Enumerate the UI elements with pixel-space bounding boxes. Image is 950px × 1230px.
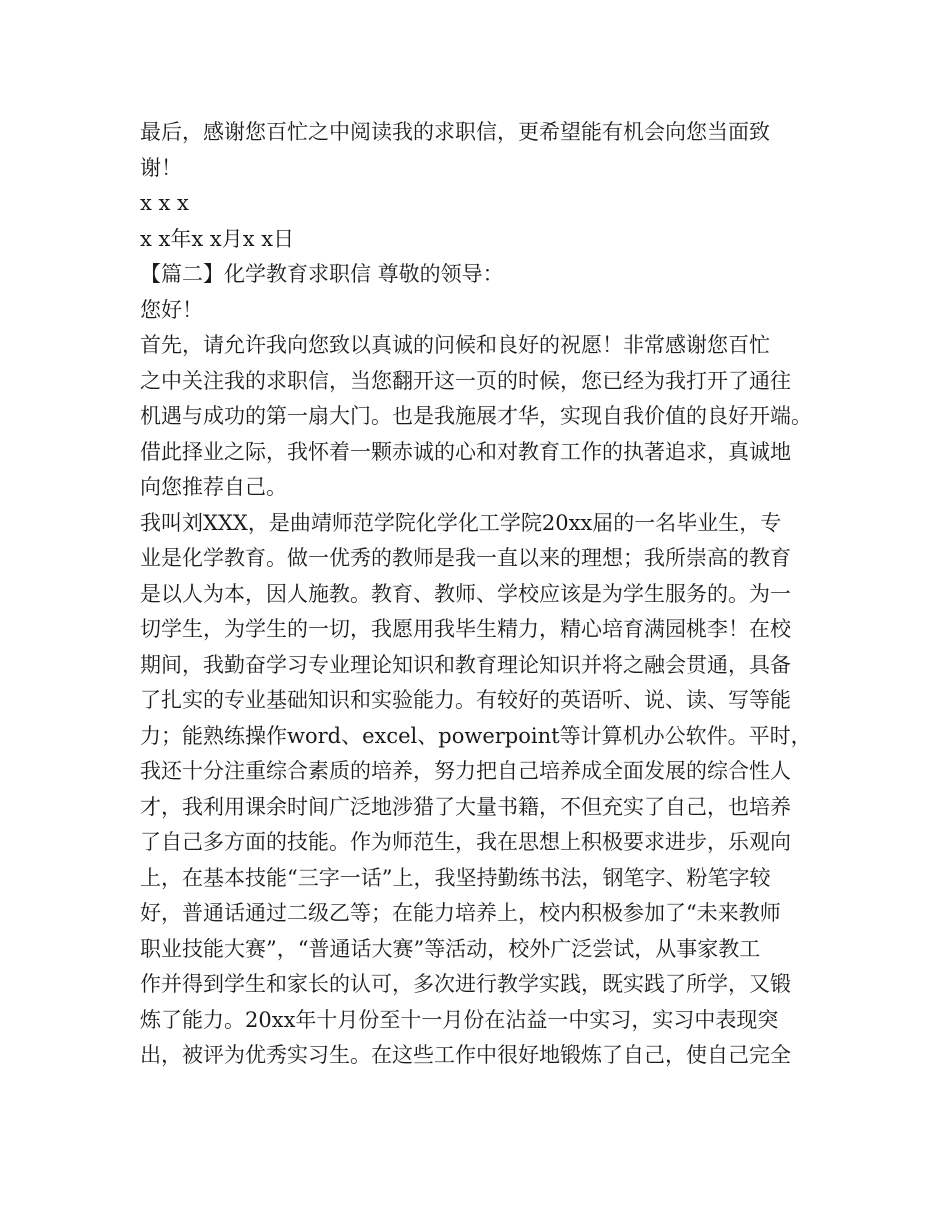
- text-line: 力；能熟练操作word、excel、powerpoint等计算机办公软件。平时，: [140, 723, 812, 748]
- document-body: [140, 115, 820, 1074]
- text-line: 才，我利用课余时间广泛地涉猎了大量书籍，不但充实了自己，也培养: [140, 794, 791, 819]
- text-line: 职业技能大赛”，“普通话大赛”等活动，校外广泛尝试，从事家教工: [140, 936, 761, 961]
- text-line: 我叫刘XXX，是曲靖师范学院化学化工学院20xx届的一名毕业生，专: [140, 510, 782, 535]
- text-line: 向您推荐自己。: [140, 475, 287, 499]
- text-line: 了扎实的专业基础知识和实验能力。有较好的英语听、说、读、写等能: [140, 688, 791, 712]
- text-line: 切学生，为学生的一切，我愿用我毕生精力，精心培育满园桃李！在校: [140, 617, 791, 641]
- text-line: 借此择业之际，我怀着一颗赤诚的心和对教育工作的执著追求，真诚地: [140, 439, 791, 464]
- text-line: x x年x x月x x日: [140, 226, 295, 251]
- section-heading: 【篇二】化学教育求职信 尊敬的领导：: [140, 262, 504, 286]
- text-line: 是以人为本，因人施教。教育、教师、学校应该是为学生服务的。为一: [140, 581, 791, 606]
- text-line: 好，普通话通过二级乙等；在能力培养上，校内积极参加了“未来教师: [140, 901, 781, 925]
- text-line: 谢！: [140, 155, 182, 180]
- text-line: 作并得到学生和家长的认可，多次进行教学实践，既实践了所学，又锻: [140, 972, 791, 996]
- text-line: 上，在基本技能“三字一话”上，我坚持勤练书法，钢笔字、粉笔字较: [140, 865, 771, 890]
- text-line: 之中关注我的求职信，当您翻开这一页的时候，您已经为我打开了通往: [140, 368, 791, 393]
- text-line: 出，被评为优秀实习生。在这些工作中很好地锻炼了自己，使自己完全: [140, 1043, 791, 1067]
- text-line: 业是化学教育。做一优秀的教师是我一直以来的理想；我所崇高的教育: [140, 546, 791, 570]
- text-line: 了自己多方面的技能。作为师范生，我在思想上积极要求进步，乐观向: [140, 830, 791, 854]
- text-line: 期间，我勤奋学习专业理论知识和教育理论知识并将之融会贯通，具备: [140, 652, 791, 677]
- text-line: 您好！: [140, 297, 203, 322]
- text-line: 我还十分注重综合素质的培养，努力把自己培养成全面发展的综合性人: [140, 759, 791, 783]
- text-line: 炼了能力。20xx年十月份至十一月份在沾益一中实习，实习中表现突: [140, 1007, 779, 1032]
- text-line: 首先，请允许我向您致以真诚的问候和良好的祝愿！非常感谢您百忙: [140, 333, 770, 357]
- text-line: 机遇与成功的第一扇大门。也是我施展才华，实现自我价值的良好开端。: [140, 404, 812, 428]
- text-line: 最后，感谢您百忙之中阅读我的求职信，更希望能有机会向您当面致: [140, 120, 770, 144]
- text-line: x x x: [140, 191, 189, 215]
